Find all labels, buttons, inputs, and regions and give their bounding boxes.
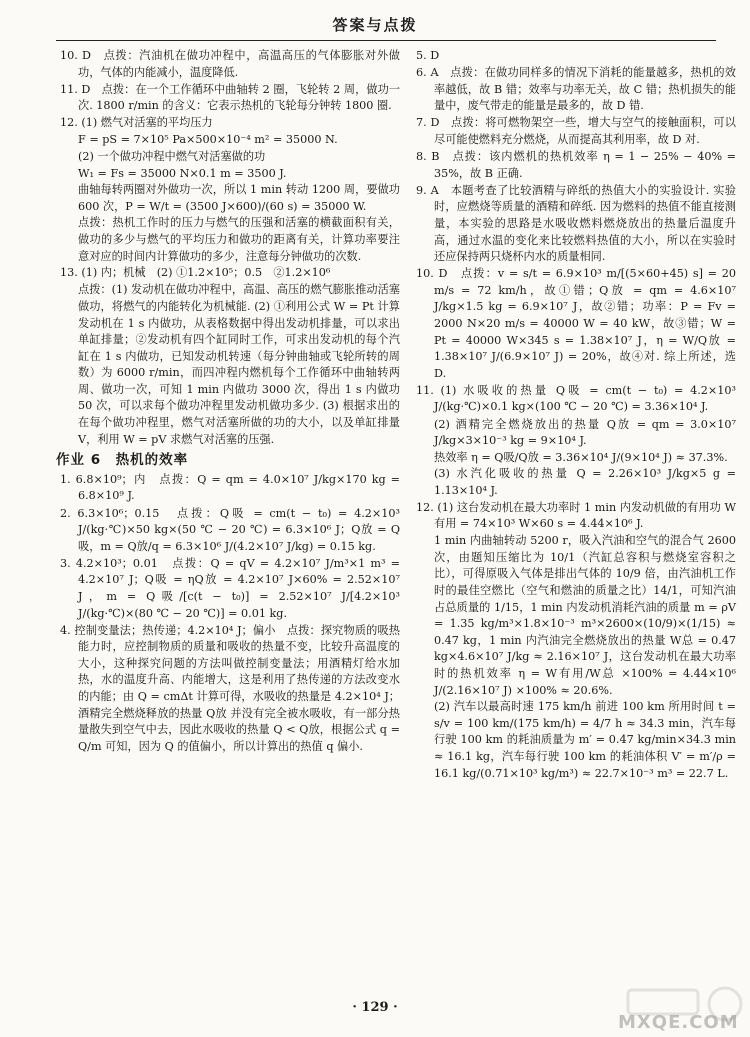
answer-12-hint: 点拨：热机工作时的压力与燃气的压强和活塞的横截面积有关，做功的多少与燃气的平均压力和做功的距离有关，计算功率要注意对应的时间内计算做功的多少，注意每分钟做功的次数. <box>78 216 400 263</box>
right-column <box>416 48 736 782</box>
answer-12-r: 12. (1) 这台发动机在最大功率时 1 min 内发动机做的有用功 W有用 = 74×10³ W×60 s = 4.44×10⁶ J. <box>416 500 736 531</box>
answer-11-r: 11. (1) 水吸收的热量 Q吸 = cm(t − t₀) = 4.2×10³ J/(kg·℃)×0.1 kg×(100 ℃ − 20 ℃) = 3.36×10⁴ J. <box>416 383 736 414</box>
page-header <box>0 14 750 35</box>
answer-5: 5. D <box>416 49 440 62</box>
answer-12-r-line: (2) 汽车以最高时速 175 km/h 前进 100 km 所用时间 t = s/v = 100 km/(175 km/h) = 4/7 h ≈ 34.3 min，汽车每行驶 100 km 的耗油质量为 m′ = 0.47 kg/min×34.3 min ≈ 16.1 kg，汽车每行驶 100 km 的耗油体积 V′ = m′/ρ = 16.1 kg/(0.71×10³ kg/m³) ≈ 22.7×10⁻³ m³ = 22.7 L. <box>434 700 736 780</box>
answer-11-line: 热效率 η = Q吸/Q放 = 3.36×10⁴ J/(9×10⁴ J) ≈ 37.3%. <box>434 450 728 464</box>
left-column <box>56 48 400 756</box>
answer-4: 4. 控制变量法；热传递；4.2×10⁴ J；偏小 点拨：探究物质的吸热能力时，应控制物质的质量和吸收的热量不变，比较升高温度的大小，这种探究问题的方法叫做控制变量法；用酒精灯给水加热，水的温度升高、内能增大，这是利用了热传递的方法改变水的内能；由 Q = cmΔt 计算可得，水吸收的热量是 4.2×10⁴ J；酒精完全燃烧释放的热量 Q放 并没有完全被水吸收，有一部分热量散失到空气中去，因此水吸收的热量 Q < Q放，根据公式 q = Q/m 可知，因为 Q 的值偏小，所以计算出的热值 q 偏小. <box>60 623 400 753</box>
answer-11: 11. D 点拨：在一个工作循环中曲轴转 2 圈，飞轮转 2 周，做功一次. 1800 r/min 的含义：它表示热机的飞轮每分钟转 1800 圈. <box>60 82 400 113</box>
section-heading: 作业 6 热机的效率 <box>56 452 189 469</box>
answer-3: 3. 4.2×10³；0.01 点拨：Q = qV = 4.2×10⁷ J/m³×1 m³ = 4.2×10⁷ J；Q吸 = ηQ放 = 4.2×10⁷ J×60% = 2.52×10⁷ J，m = Q吸/[c(t − t₀)] = 2.52×10⁷ J/[4.2×10³ J/(kg·℃)×(80 ℃ − 20 ℃)] = 0.01 kg. <box>60 556 400 620</box>
header-divider <box>56 40 716 41</box>
answer-12-line: W₁ = Fs = 35000 N×0.1 m = 3500 J. <box>78 166 287 180</box>
watermark-text: MXQE.COM <box>618 1012 739 1033</box>
answer-2: 2. 6.3×10⁶；0.15 点拨：Q吸 = cm(t − t₀) = 4.2×10³ J/(kg·℃)×50 kg×(50 ℃ − 20 ℃) = 6.3×10⁶ J；Q放 = Q吸，m = Q放/q = 6.3×10⁶ J/(4.2×10⁷ J/kg) = 0.15 kg. <box>60 506 400 553</box>
page-number: · 129 · <box>352 1000 398 1015</box>
answer-6: 6. A 点拨：在做功同样多的情况下消耗的能量越多，热机的效率越低，故 B 错；效率与功率无关，故 C 错；热机损失的能量中，废气带走的能量是最多的，故 D 错. <box>416 66 736 113</box>
answer-12-line: F = pS = 7×10⁵ Pa×500×10⁻⁴ m² = 35000 N. <box>78 133 338 147</box>
page-title: 答案与点拨 <box>332 16 418 34</box>
answer-12-line: 曲轴每转两圈对外做功一次，所以 1 min 转动 1200 周，要做功 600 次，P = W/t = (3500 J×600)/(60 s) = 35000 W. <box>78 183 400 213</box>
answer-9: 9. A 本题考查了比较酒精与碎纸的热值大小的实验设计. 实验时，应燃烧等质量的酒精和碎纸. 因为燃料的热值不能直接测量，本实验的思路是水吸收燃料燃烧放出的热量后温度升高，通过水温的变化来比较燃料热值的大小，所以在实验时还应保持两只烧杯内水的质量相同. <box>416 183 736 264</box>
answer-12-line: (2) 一个做功冲程中燃气对活塞做的功 <box>78 150 266 164</box>
answer-11-line: (2) 酒精完全燃烧放出的热量 Q放 = qm = 3.0×10⁷ J/kg×3×10⁻³ kg = 9×10⁴ J. <box>434 417 736 448</box>
answer-13-hint: 点拨：(1) 发动机在做功冲程中，高温、高压的燃气膨胀推动活塞做功，将燃气的内能转化为机械能. (2) ①利用公式 W = Pt 计算发动机在 1 s 内做功，从表格数据中得出发动机排量，可以求出单缸排量；②发动机有四个缸同时工作，可求出发动机的每个汽缸在 1 s 内做功，已知发动机转速（每分钟曲轴或飞轮所转的周数）为 6000 r/min，而四冲程内燃机每个工作循环中曲轴转两周、做功一次，可知 1 min 内做功 3000 次，得出 1 s 内做功 50 次，可以求每个做功冲程里发动机做功多少. (3) 根据求出的在每个做功冲程里，燃气对活塞所做的功的大小，以及单缸排量 V，利用 W = pV 求燃气对活塞的压强. <box>78 283 400 446</box>
answer-12: 12. (1) 燃气对活塞的平均压力 <box>60 116 213 130</box>
answer-10: 10. D 点拨：汽油机在做功冲程中，高温高压的气体膨胀对外做功，气体的内能减小，温度降低. <box>60 49 400 79</box>
answer-13: 13. (1) 内；机械 (2) ①1.2×10⁵；0.5 ②1.2×10⁶ <box>60 266 331 280</box>
answer-8: 8. B 点拨：该内燃机的热机效率 η = 1 − 25% − 40% = 35%，故 B 正确. <box>416 150 736 180</box>
answer-7: 7. D 点拨：将可燃物架空一些，增大与空气的接触面积，可以尽可能使燃料充分燃烧，从而提高其利用率，故 D 对. <box>416 116 736 146</box>
answer-12-r-line: 1 min 内曲轴转动 5200 r，吸入汽油和空气的混合气 2600 次，由题知压缩比为 10/1（汽缸总容积与燃烧室容积之比），可得原吸入气体是排出气体的 10/9 倍，由汽油机工作时的最佳空燃比（空气和燃油的质量之比）14/1，可知汽油占总质量的 1/15，1 min 内发动机消耗汽油的质量 m = ρV = 1.35 kg/m³×1.8×10⁻³ m³×2600×(10/9)×(1/15) ≈ 0.47 kg，1 min 内汽油完全燃烧放出的热量 W总 = 0.47 kg×4.6×10⁷ J/kg ≈ 2.16×10⁷ J，这台发动机在最大功率时的热机效率 η = W有用/W总 ×100% = 4.44×10⁶ J/(2.16×10⁷ J) ×100% ≈ 20.6%. <box>434 534 736 697</box>
answer-1: 1. 6.8×10⁹；内 点拨：Q = qm = 4.0×10⁷ J/kg×170 kg = 6.8×10⁹ J. <box>60 472 400 503</box>
answer-10-r: 10. D 点拨：v = s/t = 6.9×10³ m/[(5×60+45) s] = 20 m/s = 72 km/h，故①错；Q放 = qm = 4.6×10⁷ J/kg×1.5 kg = 6.9×10⁷ J，故②错；功率：P = Fv = 2000 N×20 m/s = 40000 W = 40 kW，故③错；W = Pt = 40000 W×345 s = 1.38×10⁷ J，η = W/Q放 = 1.38×10⁷ J/(6.9×10⁷ J) = 20%，故④对. 综上所述，选 D. <box>416 267 736 380</box>
answer-11-line: (3) 水汽化吸收的热量 Q = 2.26×10³ J/kg×5 g = 1.13×10⁴ J. <box>434 467 736 497</box>
